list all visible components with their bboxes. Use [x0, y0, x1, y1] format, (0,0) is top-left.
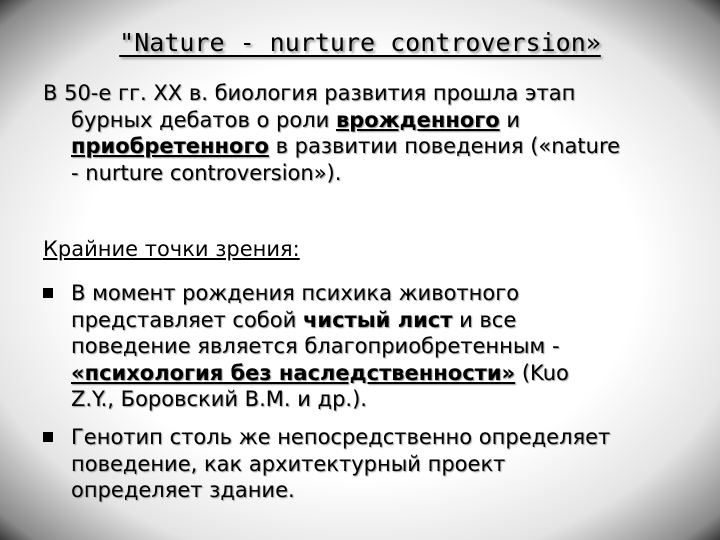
bullet1-text: (Kuo	[515, 360, 569, 385]
bullet1-text: и все	[452, 307, 517, 332]
bullet2-line-3: определяет здание.	[71, 478, 295, 502]
bullet1-line-5: Z.Y., Боровский В.М. и др.).	[71, 387, 367, 411]
bullet2-line-1: Генотип столь же непосредственно определяет	[71, 425, 611, 449]
bullet-item-1	[43, 280, 703, 413]
term-acquired: приобретенного	[71, 134, 269, 158]
term-blank-slate: чистый лист	[302, 307, 453, 332]
intro-line-3	[43, 133, 693, 160]
intro-paragraph	[43, 80, 693, 186]
term-innate: врожденного	[335, 107, 500, 132]
bullet1-line-3: поведение является благоприобретенным -	[71, 334, 560, 358]
subheading: Крайние точки зрения:	[43, 237, 300, 261]
term-psychology-without-heredity: «психология без наследственности»	[71, 360, 516, 385]
intro-line-1: В 50-е гг. XX в. биология развития прошла этап	[43, 81, 576, 105]
intro-line-2	[43, 107, 693, 134]
bullet1-line-2	[43, 307, 703, 334]
bullet-item-2	[43, 424, 703, 504]
intro-line-4: - nurture controversion»).	[71, 160, 342, 185]
intro-text: в развитии поведения («nature	[268, 134, 621, 158]
bullet2-line-2: поведение, как архитектурный проект	[71, 451, 506, 476]
slide-title: "Nature - nurture controversion»	[119, 28, 601, 57]
bullet-square-icon	[43, 288, 53, 298]
intro-text: и	[499, 107, 520, 132]
bullet1-line-4	[43, 360, 703, 387]
bullet-square-icon	[43, 432, 53, 442]
bullet1-line-1: В момент рождения психика животного	[71, 281, 520, 305]
intro-text: бурных дебатов о роли	[71, 107, 336, 132]
bullet1-text: представляет собой	[71, 307, 303, 332]
